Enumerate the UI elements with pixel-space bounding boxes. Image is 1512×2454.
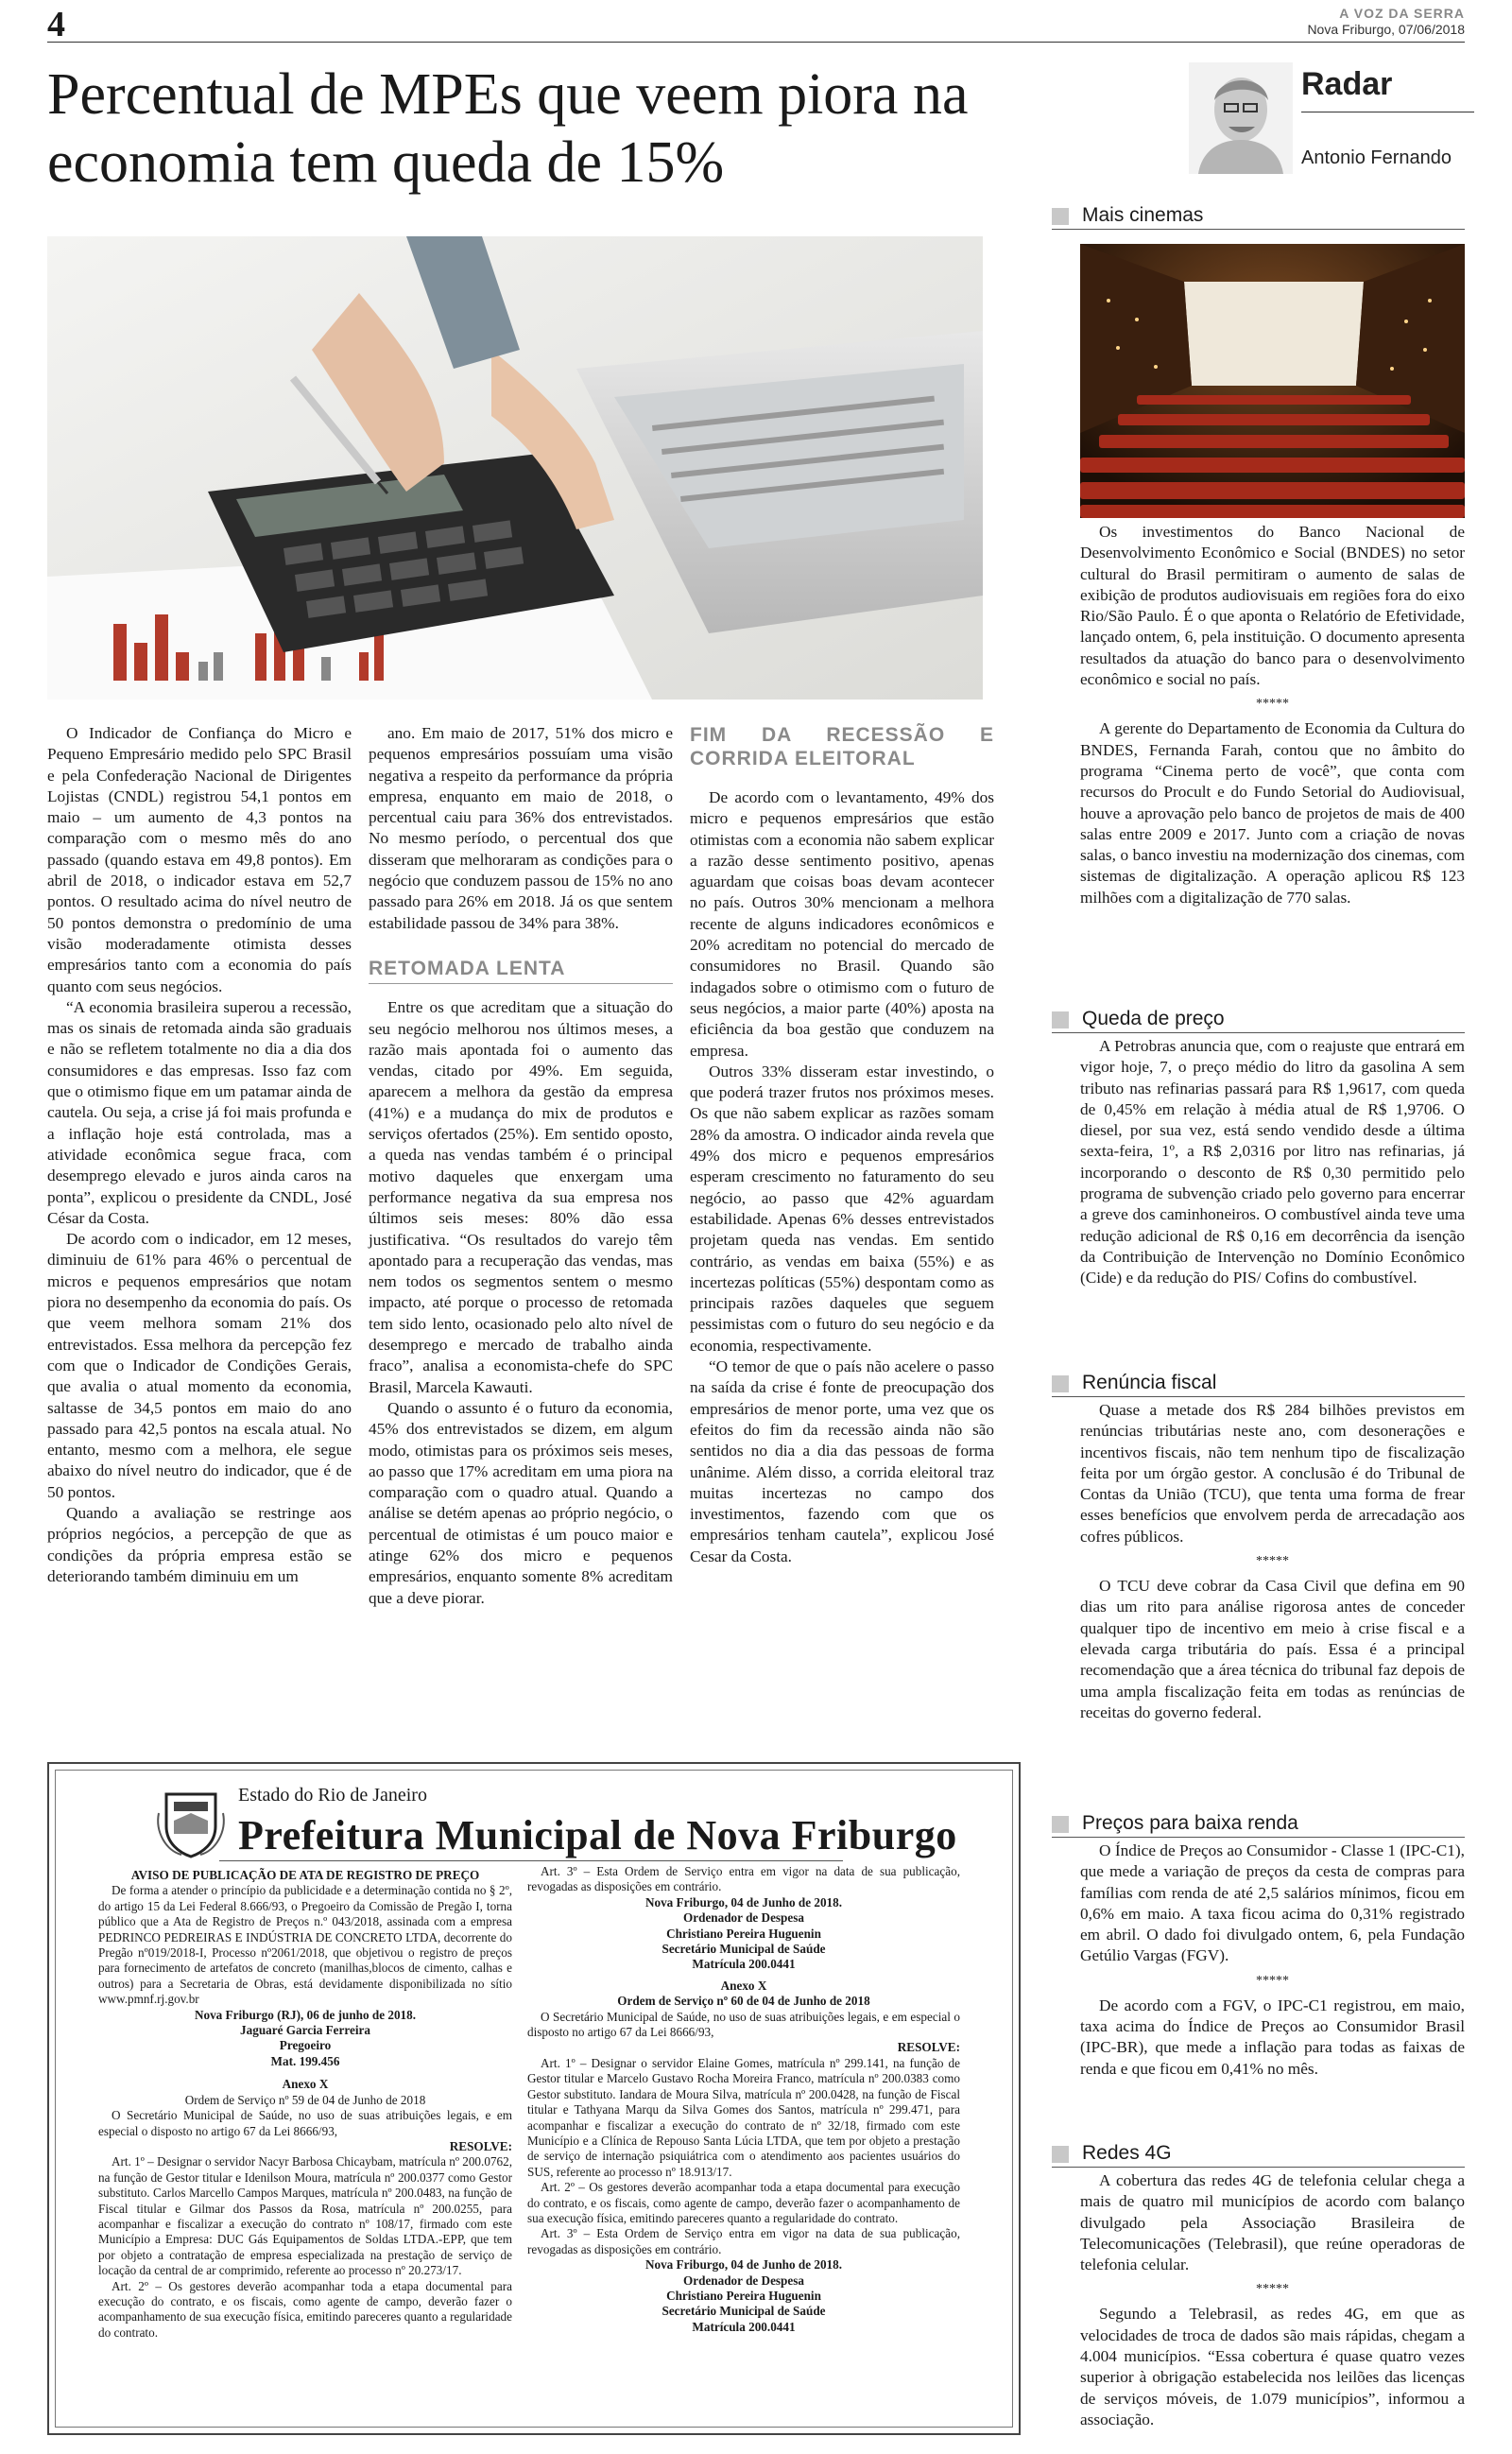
radar-paragraph: O TCU deve cobrar da Casa Civil que defina em 90 dias um rito para análise rigorosa antes de conceder qualquer tipo de incentivo em meio à crise fiscal e a elevada carga tributária do país. Essa é a principal recomendação que a área técnica do tribunal faz depois de uma ampla fiscalização feita em todas as renúncias de receitas do governo federal.: [1080, 1577, 1465, 1721]
square-bullet-icon: [1052, 1011, 1069, 1028]
radar-paragraph: O Índice de Preços ao Consumidor - Classe 1 (IPC-C1), que mede a variação de preços da cesta de compras para famílias com renda de até 2,5 salários mínimos, ficou em 0,6% em maio. A taxa ficou acima do 0,31% registrado em abril. O dado foi divulgado ontem, 6, pela Fundação Getúlio Vargas (FGV).: [1080, 1841, 1465, 1965]
article-paragraph: Entre os que acreditam que a situação do seu negócio melhorou nos últimos meses, a razão mais apontada foi o aumento das vendas, citado por 49%. Em seguida, aparecem a melhora da gestão da empresa (41%) e a mudança do mix de produtos e serviços ofertados (25%). Em sentido oposto, a queda nas vendas também é o principal motivo daqueles que enxergam uma performance negativa da sua empresa nos últimos seis meses: 80% dão essa justificativa. “Os resultados do varejo têm apontado para a recuperação das vendas, mas nem todos os segmentos sentem o mesmo impacto, até porque o processo de retomada tem sido lento, ocasionado pelo alto nível de desemprego e mercado de trabalho ainda fraco”, analisa a economista-chefe do SPC Brasil, Marcela Kawauti.: [369, 998, 673, 1396]
ad-column-2: [527, 1864, 960, 2335]
radar-paragraph: A gerente do Departamento de Economia da Cultura do BNDES, Fernanda Farah, contou que no âmbito do programa “Cinema perto de você”, que conta com recursos do Procult e do Fundo Setorial do Audiovisual, houve a aprovação pelo banco de projetos de mais de 400 salas entre 2009 e 2017. Junto com a criação de novas salas, o banco investiu na modernização dos cinemas, com sistemas de digitalização. A operação aplicou R$ 123 milhões com a digitalização de 770 salas.: [1080, 719, 1465, 907]
stars-separator: *****: [1256, 1554, 1289, 1569]
radar-title: Radar: [1301, 66, 1393, 102]
ad-order: Ordem de Serviço nº 59 de 04 de Junho de 2018: [184, 2092, 426, 2107]
stars-separator: *****: [1256, 697, 1289, 712]
square-bullet-icon: [1052, 2146, 1069, 2163]
ad-signer-name: Christiano Pereira Huguenin: [666, 2288, 821, 2303]
article-paragraph: “O temor de que o país não acelere o passo na saída da crise é fonte de preocupação dos empresários de menor porte, uma vez que os efeitos do fim da recessão ainda não são sentidos no dia a dia das pessoas de forma unânime. Além disso, a corrida eleitoral traz muitas incertezas no campo dos investimentos, fazendo com que os empresários tenham cautela”, explicou José Cesar da Costa.: [690, 1357, 994, 1565]
calculator-photo: [47, 236, 983, 700]
square-bullet-icon: [1052, 1816, 1069, 1833]
section-head-mais-cinemas: [1052, 204, 1465, 230]
section-head-precos-baixa-renda: [1052, 1812, 1465, 1838]
article-column-2: [369, 723, 673, 1609]
ad-signer-role: Secretário Municipal de Saúde: [662, 2304, 826, 2319]
ad-prefeitura-name: Prefeitura Municipal de Nova Friburgo: [238, 1812, 957, 1858]
ad-ordenador: Ordenador de Despesa: [683, 1910, 804, 1926]
ad-resolve: RESOLVE:: [449, 2138, 512, 2153]
subhead-fim-recessao: FIM DA RECESSÃO E CORRIDA ELEITORAL: [690, 724, 994, 769]
ad-paragraph: Art. 2º – Os gestores deverão acompanhar toda a etapa documental para execução do contrato, e os fiscais, como agente de campo, deverão fazer o acompanhamento de sua execução física, emitindo pareceres quanto a regularidade do contrato.: [98, 2278, 512, 2340]
square-bullet-icon: [1052, 208, 1069, 225]
radar-paragraph: Segundo a Telebrasil, as redes 4G, em que as velocidades de troca de dados são mais rápidas, chegam a 4.004 municípios. “Essa cobertura é quase quatro vezes superior à obrigação estabelecida nos leilões das licenças de serviços móveis, de 1.079 municípios”, informou a associação.: [1080, 2305, 1465, 2428]
subhead-retomada: RETOMADA LENTA: [369, 959, 673, 984]
article-paragraph: De acordo com o indicador, em 12 meses, diminuiu de 61% para 46% o percentual de micros e pequenos empresários que notam piora no desempenho da economia do país. Os que veem melhora somam 21% dos entrevistados. Essa melhora da percepção fez com que o Indicador de Condições Gerais, que avalia o atual momento da economia, saltasse de 34,5 pontos em maio do ano passado para 42,5 pontos na escala atual. No entanto, mesmo com a melhora, ele segue abaixo do nível neutro do indicador, que é de 50 pontos.: [47, 1230, 352, 1501]
ad-paragraph: Art. 3º – Esta Ordem de Serviço entra em vigor na data de sua publicação, revogadas as disposições em contrário.: [527, 2226, 960, 2256]
ad-signer-name: Christiano Pereira Huguenin: [666, 1926, 821, 1941]
stars-separator: *****: [1256, 1973, 1289, 1988]
stars-separator: *****: [1256, 2282, 1289, 2297]
section-head-renuncia-fiscal: [1052, 1372, 1465, 1397]
ad-annex: Anexo X: [282, 2077, 329, 2092]
ad-signer-mat: Matrícula 200.0441: [692, 1957, 796, 1972]
ad-signer-name: Jaguaré Garcia Ferreira: [240, 2023, 370, 2038]
ad-annex: Anexo X: [720, 1978, 767, 1993]
section-title: Redes 4G: [1082, 2142, 1172, 2164]
ad-order: Ordem de Serviço nº 60 de 04 de Junho de 2018: [617, 1994, 870, 2009]
ad-ordenador: Ordenador de Despesa: [683, 2273, 804, 2288]
article-paragraph: De acordo com o levantamento, 49% dos micro e pequenos empresários que estão otimistas com a economia não sabem explicar a razão desse sentimento positivo, apenas aguardam que coisas boas devam acontecer no país. Outros 30% mencionam a melhora recente de alguns indicadores econômicos e 20% acreditam no potencial do mercado de consumidores no Brasil. Quando são indagados sobre o otimismo com o futuro de seus negócios, a maior parte (40%) aposta na eficiência da boa gestão que conduzem na empresa.: [690, 788, 994, 1060]
ad-signer-mat: Matrícula 200.0441: [692, 2319, 796, 2334]
square-bullet-icon: [1052, 1375, 1069, 1392]
masthead: [1307, 6, 1465, 38]
section-title: Mais cinemas: [1082, 204, 1204, 226]
ad-signer-mat: Mat. 199.456: [270, 2053, 340, 2068]
section-renuncia-fiscal: [1080, 1400, 1465, 1723]
coat-of-arms-icon: [153, 1785, 229, 1860]
dateline: Nova Friburgo, 07/06/2018: [1307, 22, 1465, 37]
section-redes-4g: [1080, 2170, 1465, 2430]
columnist-portrait: [1189, 62, 1293, 174]
radar-author: Antonio Fernando: [1301, 147, 1452, 168]
prefeitura-ad: [47, 1762, 1021, 2435]
section-title: Queda de preço: [1082, 1008, 1225, 1029]
radar-paragraph: De acordo com a FGV, o IPC-C1 registrou, em maio, taxa acima do Índice de Preços ao Consumidor Brasil (IPC-BR), que mede a inflação para todas as faixas de renda e que ficou em 0,41% no mês.: [1080, 1996, 1465, 2078]
ad-date: Nova Friburgo (RJ), 06 de junho de 2018.: [194, 2007, 417, 2022]
section-mais-cinemas: [1080, 522, 1465, 908]
ad-rule: [219, 1860, 843, 1861]
article-column-1: [47, 723, 352, 1587]
ad-paragraph: Art. 1º – Designar o servidor Nacyr Barbosa Chicaybam, matrícula nº 200.0762, na função de Gestor titular e Idenilson Moura, matrícula nº 200.0377 como Gestor substituto. Carlos Marcello Campos Marques, matrícula nº 200.0483, na função de Fiscal titular e Gilmar dos Passos da Rosa, matrícula nº 200.0255, para acompanhar e fiscalizar a execução do contrato nº 108/17, firmado com este Município a Empresa: DUC Gás Equipamentos de Soldas LTDA.-EPP, que tem por objeto a contratação de empresa especializada na prestação de serviço de locação da central de ar comprimido, referente ao processo nº 20.273/17.: [98, 2154, 512, 2278]
article-column-3: [690, 723, 994, 1567]
radar-paragraph: Os investimentos do Banco Nacional de Desenvolvimento Econômico e Social (BNDES) no setor cultural do Brasil permitiram o aumento de salas de exibição de produtos audiovisuais em regiões fora do eixo Rio/São Paulo. É o que aponta o Relatório de Efetividade, lançado ontem, 6, pela instituição. O documento apresenta resultados da atuação do banco para o desenvolvimento econômico e social no país.: [1080, 523, 1465, 689]
ad-resolve: RESOLVE:: [897, 2040, 960, 2055]
ad-paragraph: O Secretário Municipal de Saúde, no uso de suas atribuições legais, e em especial o disposto no artigo 67 da Lei 8666/93,: [98, 2108, 512, 2138]
ad-signer-role: Secretário Municipal de Saúde: [662, 1942, 826, 1957]
page-number: 4: [47, 5, 65, 44]
radar-paragraph: A cobertura das redes 4G de telefonia celular chega a mais de quatro mil municípios de acordo com balanço divulgado pela Associação Brasileira de Telecomunicações (Telebrasil), que reúne operadoras de telefonia celular.: [1080, 2171, 1465, 2274]
radar-paragraph: Quase a metade dos R$ 284 bilhões previstos em renúncias tributárias neste ano, com desonerações e incentivos fiscais, não tem nenhum tipo de fiscalização feita por um órgão gestor. A conclusão é do Tribunal de Contas da União (TCU), que tenta uma forma de frear esses benefícios que envolvem perda de arrecadação aos cofres públicos.: [1080, 1401, 1465, 1546]
section-queda-de-preco: [1080, 1036, 1465, 1289]
cinema-photo: [1080, 244, 1465, 518]
article-paragraph: Quando a avaliação se restringe aos próprios negócios, a percepção de que as condições da própria empresa estão se deteriorando também diminuiu em um: [47, 1503, 352, 1585]
ad-date: Nova Friburgo, 04 de Junho de 2018.: [644, 1894, 843, 1910]
ad-paragraph: Art. 2º – Os gestores deverão acompanhar toda a etapa documental para execução do contrato, e os fiscais, como agente de campo, deverão fazer o acompanhamento de sua execução física, emitindo pareceres quanto a regularidade do contrato.: [527, 2180, 960, 2225]
radar-paragraph: A Petrobras anuncia que, com o reajuste que entrará em vigor hoje, 7, o preço médio do litro da gasolina A sem tributo nas refinarias passará para R$ 1,9617, com queda de 0,45% em relação à média atual de R$ 1,9706. O diesel, por sua vez, está sendo vendido desde a última sexta-feira, 1º, a R$ 2,0316 por litro nas refinarias, já incorporando o desconto de R$ 0,30 permitido pelo programa de subvenção criado pelo governo para encerrar a greve dos caminhoneiros. O combustível ainda teve uma redução adicional de R$ 0,16 em decorrência da isenção da Contribuição de Intervenção no Domínio Econômico (Cide) e da redução do PIS/ Cofins do combustível.: [1080, 1037, 1465, 1287]
section-head-queda-de-preco: [1052, 1008, 1465, 1033]
paper-name: A VOZ DA SERRA: [1339, 6, 1465, 21]
ad-paragraph: O Secretário Municipal de Saúde, no uso de suas atribuições legais, e em especial o disposto no artigo 67 da Lei 8666/93,: [527, 2009, 960, 2040]
ad-paragraph: Art. 1º – Designar o servidor Elaine Gomes, matrícula nº 299.141, na função de Gestor titular e Marcelo Gustavo Rocha Moreira Franco, matrícula nº 200.0383 como Gestor substituto. Iandara de Moura Silva, matrícula nº 200.0428, na função de Fiscal titular e Tathyana Marqu da Silva Gomes dos Santos, matrícula nº 299.471, para acompanhar e fiscalizar a execução do contrato de nº 32/18, firmado com este Município e a Clínica de Repouso Santa Lúcia LTDA, que tem por objeto a prestação de serviço de internação psiquiátrica com o atendimento aos pacientes usuários do SUS, referente ao processo nº 18.913/17.: [527, 2055, 960, 2179]
section-title: Preços para baixa renda: [1082, 1812, 1298, 1834]
ad-paragraph: Art. 3º – Esta Ordem de Serviço entra em vigor na data de sua publicação, revogadas as disposições em contrário.: [527, 1864, 960, 1894]
article-paragraph: ano. Em maio de 2017, 51% dos micro e pequenos empresários possuíam uma visão negativa a respeito da performance da própria empresa, enquanto em maio de 2018, o percentual caiu para 36% dos entrevistados. No mesmo período, o percentual dos que disseram que melhoraram as condições para o negócio que conduzem passou de 15% no ano passado para 26% em 2018. Já os que sentem estabilidade passou de 34% para 38%.: [369, 724, 673, 932]
article-paragraph: O Indicador de Confiança do Micro e Pequeno Empresário medido pelo SPC Brasil e pela Confederação Nacional de Dirigentes Lojistas (CNDL) registrou 54,1 pontos em maio – um aumento de 4,3 pontos na comparação com o mesmo mês do ano passado (quando estava em 49,8 pontos). Em abril de 2018, o indicador estava em 52,7 pontos. O resultado acima do nível neutro de 50 pontos demonstra o predomínio de uma visão moderadamente otimista desses empresários tanto com a economia do país quanto com seus negócios.: [47, 724, 352, 995]
ad-column-1: [98, 1868, 512, 2341]
ad-date: Nova Friburgo, 04 de Junho de 2018.: [644, 2257, 843, 2273]
ad-signer-role: Pregoeiro: [279, 2038, 332, 2053]
ad-notice-title: AVISO DE PUBLICAÇÃO DE ATA DE REGISTRO DE PREÇO: [130, 1868, 480, 1882]
article-paragraph: Quando o assunto é o futuro da economia, 45% dos entrevistados se dizem, em algum modo, otimistas para os próximos seis meses, ao passo que 17% acreditam em uma piora na comparação com o quadro atual. Quando a análise se detém apenas ao próprio negócio, o percentual de otimistas é um pouco maior e atinge 62% dos micro e pequenos empresários, enquanto somente 8% acreditam que a deve piorar.: [369, 1398, 673, 1607]
ad-state-name: Estado do Rio de Janeiro: [238, 1785, 427, 1806]
headline: Percentual de MPEs que veem piora na economia tem queda de 15%: [47, 62, 969, 195]
article-paragraph: Outros 33% disseram estar investindo, o que poderá trazer frutos nos próximos meses. Os que não sabem explicar as razões somam 28% da amostra. O indicador ainda revela que 49% dos micro e pequenos empresários esperam crescimento no faturamento do seu negócio, ao passo que 42% aguardam estabilidade. Apenas 6% desses entrevistados projetam queda nas vendas. Em sentido contrário, as vendas em baixa (55%) e as incertezas políticas (55%) despontam como as principais razões daqueles que seguem pessimistas com o futuro do seu negócio e da economia, respectivamente.: [690, 1062, 994, 1355]
ad-paragraph: De forma a atender o princípio da publicidade e a determinação contida no § 2º, do artigo 15 da Lei Federal 8.666/93, o Pregoeiro da Comissão de Pregão I, torna público que a Ata de Registro de Preços n.º 043/2018, assinada com a empresa PEDRINCO PEDREIRAS E INDÚSTRIA DE CONCRETO LTDA, decorrente do Pregão nº019/2018-I, Processo nº2061/2018, que objetivou o registro de preços para fornecimento de artefatos de concreto (manilhas,blocos de cimento, calhas e outros) para a Secretaria de Obras, está devidamente disponibilizada no sítio www.pmnf.rj.gov.br: [98, 1883, 512, 2007]
article-paragraph: “A economia brasileira superou a recessão, mas os sinais de retomada ainda são graduais e não se refletem totalmente no dia a dia dos consumidores e das empresas. Isso faz com que o otimismo fique em um patamar ainda de cautela. Ou seja, a crise já foi mais profunda e a inflação hoje está controlada, mas a atividade econômica segue fraca, com desemprego elevado e juros ainda caros na ponta”, explicou o presidente da CNDL, José César da Costa.: [47, 997, 352, 1227]
header-rule: [47, 42, 1465, 43]
section-head-redes-4g: [1052, 2142, 1465, 2168]
section-title: Renúncia fiscal: [1082, 1372, 1217, 1393]
section-precos-baixa-renda: [1080, 1840, 1465, 2080]
